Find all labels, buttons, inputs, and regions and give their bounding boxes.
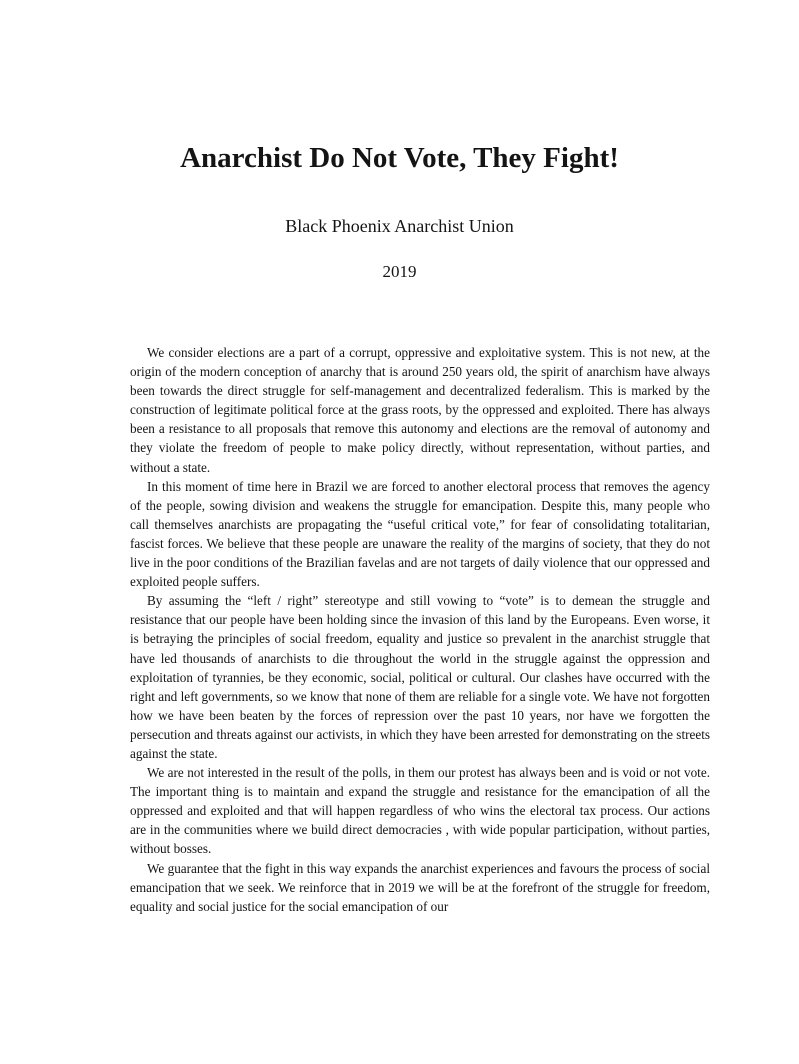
paragraph: By assuming the “left / right” stereotype and still vowing to “vote” is to demean the struggle and resistance that our people have been holding since the invasion of this land by the Europeans. Even worse, it is betraying the principles of social freedom, equality and justice so prevalent in the anarchist struggle that have led thousands of anarchists to die throughout the world in the struggle against the oppression and exploitation of tyrannies, be they economic, social, political or cultural. Our clashes have occurred with the right and left governments, so we know that none of them are reliable for a single vote. We have not forgotten how we have been beaten by the forces of repression over the past 10 years, nor have we forgotten the persecution and threats against our activists, in which they have been arrested for demonstrating on the streets against the state.: [130, 593, 710, 761]
paragraph: We consider elections are a part of a corrupt, oppressive and exploitative system. This is not new, at the origin of the modern conception of anarchy that is around 250 years old, the spirit of anarchism have always been towards the direct struggle for self-management and decentralized federalism. This is marked by the construction of legitimate political force at the grass roots, by the oppressed and exploited. There has always been a resistance to all proposals that remove this autonomy and elections are the removal of autonomy and they violate the freedom of people to make policy directly, without representation, without parties, and without a state.: [130, 345, 710, 475]
page-title: Anarchist Do Not Vote, They Fight!: [180, 142, 619, 174]
paragraph: In this moment of time here in Brazil we are forced to another electoral process that removes the agency of the people, sowing division and weakens the struggle for emancipation. Despite this, many people who call themselves anarchists are propagating the “useful critical vote,” for fear of consolidating totalitarian, fascist forces. We believe that these people are unaware the reality of the margins of society, that they do not live in the poor conditions of the Brazilian favelas and are not targets of daily violence that our oppressed and exploited people suffers.: [130, 478, 710, 590]
publication-date: 2019: [382, 262, 417, 281]
author-name: Black Phoenix Anarchist Union: [285, 216, 514, 236]
paragraph: We guarantee that the fight in this way expands the anarchist experiences and favours the process of social emancipation that we seek. We reinforce that in 2019 we will be at the forefront of the struggle for freedom, equality and social justice for the social emancipation of our: [130, 860, 710, 914]
paragraph: We are not interested in the result of the polls, in them our protest has always been and is void or not vote. The important thing is to maintain and expand the struggle and resistance for the emancipation of all the oppressed and exploited and that will happen regardless of who wins the electoral tax process. Our actions are in the communities where we build direct democracies , with wide popular participation, without parties, without bosses.: [130, 765, 710, 857]
body-text: [130, 343, 710, 916]
